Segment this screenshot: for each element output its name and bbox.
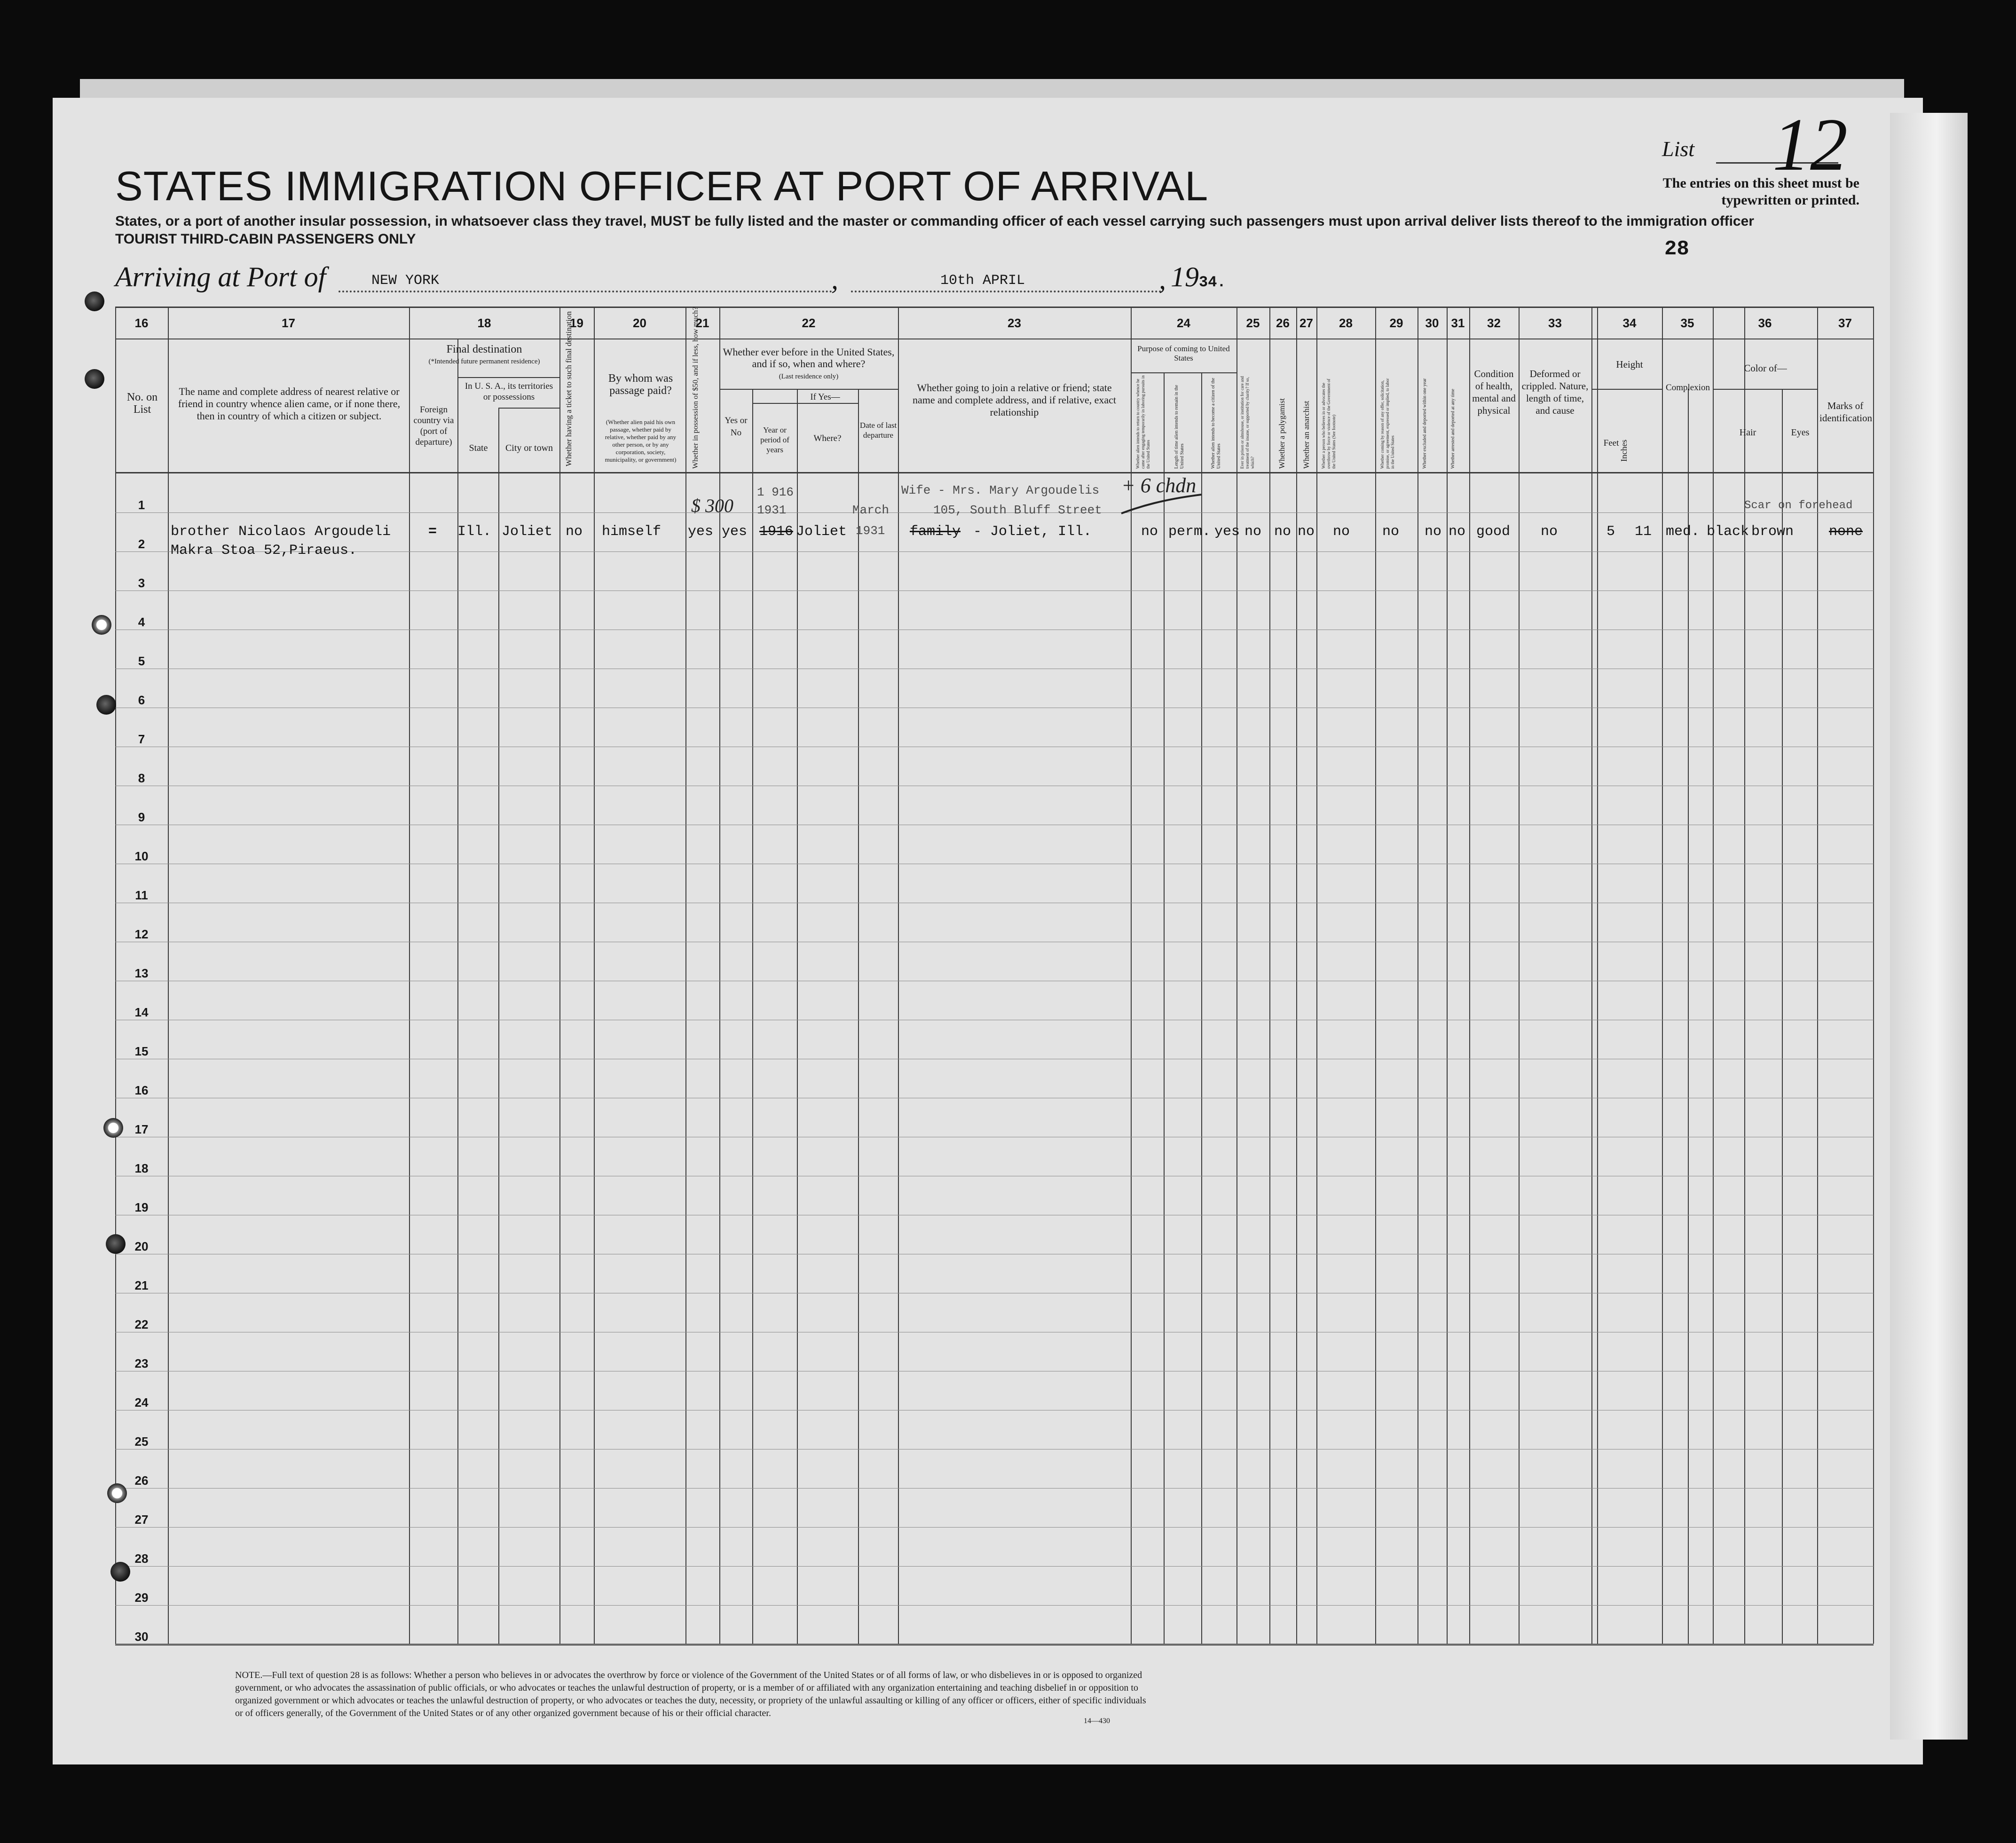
row-number: 26: [134, 1473, 149, 1488]
col-line: [1597, 307, 1598, 1644]
row1-join-handwritten: + 6 chdn: [1121, 474, 1197, 497]
row1-city: Joliet: [502, 524, 553, 540]
header-before-us: Whether ever before in the United States, and if so, when and where?: [723, 346, 895, 370]
header-marks: Marks of identification: [1819, 400, 1872, 424]
row1-polygamist: no: [1274, 524, 1292, 540]
col-line: [1591, 307, 1592, 1644]
header-before-us-sub: (Last residence only): [779, 373, 839, 380]
row-number: 23: [134, 1356, 149, 1370]
row-number: 25: [134, 1434, 149, 1449]
header-inches: Inches: [1619, 440, 1629, 462]
col-num: 33: [1548, 316, 1562, 330]
col-num: 24: [1177, 316, 1190, 330]
row-number: 12: [134, 927, 149, 941]
col-line: [1688, 389, 1689, 1644]
row1-money: yes: [688, 524, 714, 540]
binder-hole: [103, 1118, 123, 1138]
subheader-line: [1591, 389, 1662, 390]
header-feet: Feet: [1603, 438, 1619, 448]
col-line: [1782, 389, 1783, 1644]
sheet-edge: [1890, 113, 1968, 1740]
col-line: [1447, 307, 1448, 1644]
row1-relative-address: Makra Stoa 52,Piraeus.: [171, 543, 357, 559]
header-deformed: Deformed or crippled. Nature, length of time, and cause: [1521, 368, 1589, 416]
header-purpose-return: Whether alien intends to return to country whence he came after engaging temporarily in laboring pursuits in the United States: [1135, 375, 1150, 469]
col-num: 36: [1758, 316, 1772, 330]
row1-return: no: [1141, 524, 1158, 540]
col-num: 37: [1838, 316, 1852, 330]
row1-departure-month: March: [852, 503, 890, 517]
port-value: NEW YORK: [371, 273, 440, 289]
row1-citizen: yes: [1214, 524, 1240, 540]
row-number: 9: [138, 810, 145, 824]
col-num: 31: [1451, 316, 1465, 330]
row1-join-line2: 105, South Bluff Street: [933, 503, 1102, 517]
row-number: 1: [138, 498, 145, 512]
header-complexion: Complexion: [1666, 383, 1710, 393]
row-number: 20: [134, 1239, 149, 1253]
table-row-line: [115, 1527, 1874, 1528]
col-num: 26: [1276, 316, 1290, 330]
col-line: [858, 389, 859, 1644]
col-num: 35: [1680, 316, 1694, 330]
row-number: 18: [134, 1161, 149, 1175]
subtitle-line-1: States, or a port of another insular possession, in whatsoever class they travel, MUST be fully listed and the master or commanding officer of each vessel carrying such passengers must upon arrival deliver lists thereof to the immigration officer: [115, 213, 1754, 229]
col-line: [1519, 307, 1520, 1644]
row1-ticket: no: [566, 524, 583, 540]
col-num: 17: [282, 316, 295, 330]
col-num: 23: [1008, 316, 1021, 330]
table-row-line: [115, 1644, 1874, 1645]
row1-deformed: no: [1541, 524, 1558, 540]
header-bottom-border: [115, 472, 1874, 473]
row-number: 6: [138, 693, 145, 707]
col-num: 29: [1389, 316, 1403, 330]
row1-money-handwritten: $ 300: [691, 495, 733, 516]
col-line: [1164, 372, 1165, 1644]
header-where: Where?: [813, 433, 842, 443]
col-line: [1296, 307, 1297, 1644]
header-city: City or town: [505, 443, 553, 453]
header-overthrow: Whether a person who believes in or advocates the overthrow by force or violence of the Government of the United States (See footnote): [1321, 378, 1336, 469]
row1-join-line3: - Joliet, Ill.: [973, 524, 1092, 540]
col-line: [1269, 307, 1270, 1644]
col-num: 22: [802, 316, 816, 330]
date-value: [940, 273, 1025, 289]
subheader-line: [457, 377, 559, 378]
header-eyes: Eyes: [1791, 427, 1810, 438]
row1-departure-year: 1931: [856, 524, 885, 538]
header-if-yes: If Yes—: [810, 392, 840, 402]
col-num: 20: [633, 316, 646, 330]
row1-deported: no: [1449, 524, 1466, 540]
entries-note: The entries on this sheet must be typewritten or printed.: [1662, 175, 1859, 208]
row-number: 13: [134, 966, 149, 980]
col-line: [1713, 307, 1714, 1644]
header-final-destination-sub: (*Intended future permanent residence): [428, 358, 540, 365]
header-ticket: Whether having a ticket to such final destination: [564, 311, 573, 466]
row-number: 14: [134, 1005, 149, 1019]
col-num: 21: [695, 316, 709, 330]
row-number: 5: [138, 654, 145, 668]
col-num: 18: [477, 316, 491, 330]
row-number: 3: [138, 576, 145, 590]
header-excluded: Whether excluded and deported within one year: [1422, 378, 1427, 469]
col-line: [1469, 307, 1470, 1644]
header-passage-paid-sub: (Whether alien paid his own passage, whether paid by relative, whether paid by any other person, or by any corporation, society, municipality, or government): [605, 418, 677, 463]
row1-marks: Scar on forehead: [1744, 499, 1853, 512]
header-purpose-length: Length of time alien intends to remain in the United States: [1174, 385, 1185, 469]
table-row-line: [115, 551, 1874, 552]
sheet-number: 28: [1664, 237, 1689, 261]
binder-hole: [107, 1483, 127, 1503]
col-line: [1662, 307, 1663, 1644]
header-labor: Whether coming by reason of any offer, solicitation, promise, or agreement, expressed or implied, to labor in the United States: [1380, 378, 1395, 469]
header-state: State: [469, 443, 488, 453]
year-value: [1171, 261, 1226, 293]
comma: ,: [1159, 264, 1166, 295]
header-anarchist: Whether an anarchist: [1302, 401, 1311, 469]
row1-length: perm.: [1168, 524, 1211, 540]
subheader-line: [719, 389, 898, 390]
row1-inches: 11: [1635, 524, 1652, 540]
header-purpose-citizen: Whether alien intends to become a citizen of the United States: [1211, 378, 1221, 469]
col-line: [559, 307, 560, 1644]
date-line: [851, 291, 1161, 292]
col-line: [1873, 307, 1874, 1644]
row1-before-yes: yes: [722, 524, 748, 540]
binder-hole: [92, 615, 111, 635]
col-line: [752, 389, 753, 1644]
header-no-on-list: No. on List: [126, 391, 158, 416]
row-number: 7: [138, 732, 145, 746]
col-num: 30: [1425, 316, 1439, 330]
row-number: 4: [138, 615, 145, 629]
row-number: 16: [134, 1083, 149, 1097]
col-line: [1375, 307, 1376, 1644]
header-color: Color of—: [1744, 362, 1787, 374]
subheader-line: [1713, 389, 1817, 390]
comma: ,: [831, 264, 838, 295]
col-num: 19: [570, 316, 583, 330]
row-number: 15: [134, 1044, 149, 1058]
row1-labor: no: [1382, 524, 1400, 540]
row-number: 30: [134, 1630, 149, 1644]
form-number: 14—430: [1084, 1717, 1110, 1725]
binder-hole: [85, 369, 104, 389]
row-number: 11: [135, 888, 148, 902]
col-num: 34: [1622, 316, 1637, 330]
header-date-departure: Date of last departure: [859, 421, 897, 440]
row-number: 29: [134, 1591, 149, 1605]
arriving-label: Arriving at Port of: [115, 261, 326, 292]
row1-feet: 5: [1606, 524, 1615, 540]
page-subtitle: [115, 213, 1754, 248]
binder-hole: [96, 695, 116, 715]
row1-foreign-country: =: [428, 524, 437, 540]
header-polygamist: Whether a polygamist: [1277, 398, 1286, 469]
table-row-line: [115, 1566, 1874, 1567]
row-number: 19: [134, 1200, 149, 1214]
row1-years-top: 1 916: [757, 485, 794, 499]
row-number: 28: [134, 1552, 149, 1566]
col-num: 25: [1246, 316, 1260, 330]
subheader-line: [498, 408, 559, 409]
col-line: [1236, 307, 1237, 1644]
col-num: 32: [1487, 316, 1501, 330]
table-row-line: [115, 1605, 1874, 1606]
header-year: Year or period of years: [760, 425, 789, 454]
col-line: [1316, 307, 1317, 1644]
col-line: [498, 408, 499, 1644]
subtitle-line-2: TOURIST THIRD-CABIN PASSENGERS ONLY: [115, 231, 416, 247]
header-passage-paid: By whom was passage paid?: [608, 372, 673, 397]
row1-complexion: med.: [1666, 524, 1700, 540]
col-line: [685, 307, 686, 1644]
row1-excluded: no: [1425, 524, 1442, 540]
list-label: List: [1662, 137, 1695, 161]
row-number: 24: [134, 1395, 149, 1410]
col-line: [797, 389, 798, 1644]
header-height: Height: [1616, 359, 1643, 370]
col-line: [409, 307, 410, 1644]
header-deported: Whether arrested and deported at any time: [1450, 389, 1456, 469]
year-prefix: 19: [1171, 261, 1199, 292]
col-line: [898, 307, 899, 1644]
table-row-line: [115, 1488, 1874, 1489]
header-hair: Hair: [1739, 427, 1756, 438]
row1-prison: no: [1244, 524, 1262, 540]
row-number: 2: [138, 537, 145, 551]
manifest-table: [115, 307, 1874, 1642]
header-purpose: Purpose of coming to United States: [1137, 344, 1230, 362]
row1-hair: black: [1707, 524, 1749, 540]
binder-hole: [106, 1234, 126, 1254]
page-title: STATES IMMIGRATION OFFICER AT PORT OF ARRIVAL: [115, 163, 1209, 209]
header-relative: The name and complete address of nearest relative or friend in country whence alien came, or if none there, then in country of which a citizen or subject.: [178, 386, 401, 422]
binder-hole: [110, 1562, 130, 1582]
row1-years-struck: 1916: [759, 524, 794, 540]
row1-join-struck: family: [910, 524, 961, 540]
row1-where: Joliet: [796, 524, 847, 540]
handwritten-stroke: [1117, 492, 1211, 520]
row-number: 22: [134, 1317, 149, 1331]
row1-overthrow: no: [1333, 524, 1350, 540]
header-join-relative: Whether going to join a relative or friend; state name and complete address, and if relative, exact relationship: [912, 382, 1117, 418]
row-number: 17: [134, 1122, 149, 1136]
row1-eyes: brown: [1751, 524, 1794, 540]
row-number: 10: [134, 849, 149, 863]
row1-state: Ill.: [457, 524, 492, 540]
list-number: 12: [1772, 102, 1848, 186]
col-num: 27: [1299, 316, 1313, 330]
col-num: 16: [134, 316, 149, 330]
row1-years-mid: 1931: [757, 503, 787, 517]
row1-marks-struck: none: [1829, 524, 1863, 540]
subheader-line: [1131, 372, 1236, 373]
table-top-border: [115, 307, 1874, 308]
header-money: Whether in possession of $50, and if less, how much?: [692, 307, 700, 469]
footnote: NOTE.—Full text of question 28 is as follows: Whether a person who believes in or advocates the overthrow by force or violence of the Government of the United States or of all forms of law, or who disbelieves in or is opposed to organized government, or who advocates the assassination of public officials, or who advocates or teaches the unlawful destruction of property, or is a member of or affiliated with any organization entertaining and teaching disbelief in or opposition to organized government or which advocates or teaches the unlawful destruction of property, or who advocates or teaches the duty, necessity, or propriety of the unlawful assaulting or killing of any officer or officers, either of specific individuals or of officers generally, of the Government of the United States or of any other organized government because of his or their official character.: [235, 1670, 1146, 1718]
row-number: 21: [134, 1278, 149, 1292]
col-line: [594, 307, 595, 1644]
row-number: 8: [138, 771, 145, 785]
col-line: [168, 307, 169, 1644]
year-suffix: 34.: [1199, 274, 1226, 291]
date-text: 10th APRIL: [940, 273, 1025, 289]
row1-anarchist: no: [1298, 524, 1315, 540]
row1-paid-by: himself: [602, 524, 662, 540]
header-health: Condition of health, mental and physical: [1472, 368, 1516, 416]
header-foreign-country: Foreign country via (port of departure): [413, 405, 454, 447]
header-final-destination: Final destination: [446, 343, 522, 355]
header-yes-no: Yes or No: [724, 416, 748, 438]
row1-join-line1: Wife - Mrs. Mary Argoudelis: [901, 483, 1100, 497]
col-line: [1201, 372, 1202, 1644]
header-prison: Ever in prison or almshouse, or institution for care and treatment of the insane, or supported by charity? If so, which?: [1240, 376, 1255, 469]
binder-hole: [85, 291, 104, 311]
col-num: 28: [1339, 316, 1353, 330]
row1-relative: brother Nicolaos Argoudeli: [171, 524, 391, 540]
port-line: [339, 291, 832, 292]
row1-health: good: [1476, 524, 1511, 540]
row-number: 27: [134, 1512, 149, 1527]
header-usa: In U. S. A., its territories or possessions: [465, 381, 553, 402]
